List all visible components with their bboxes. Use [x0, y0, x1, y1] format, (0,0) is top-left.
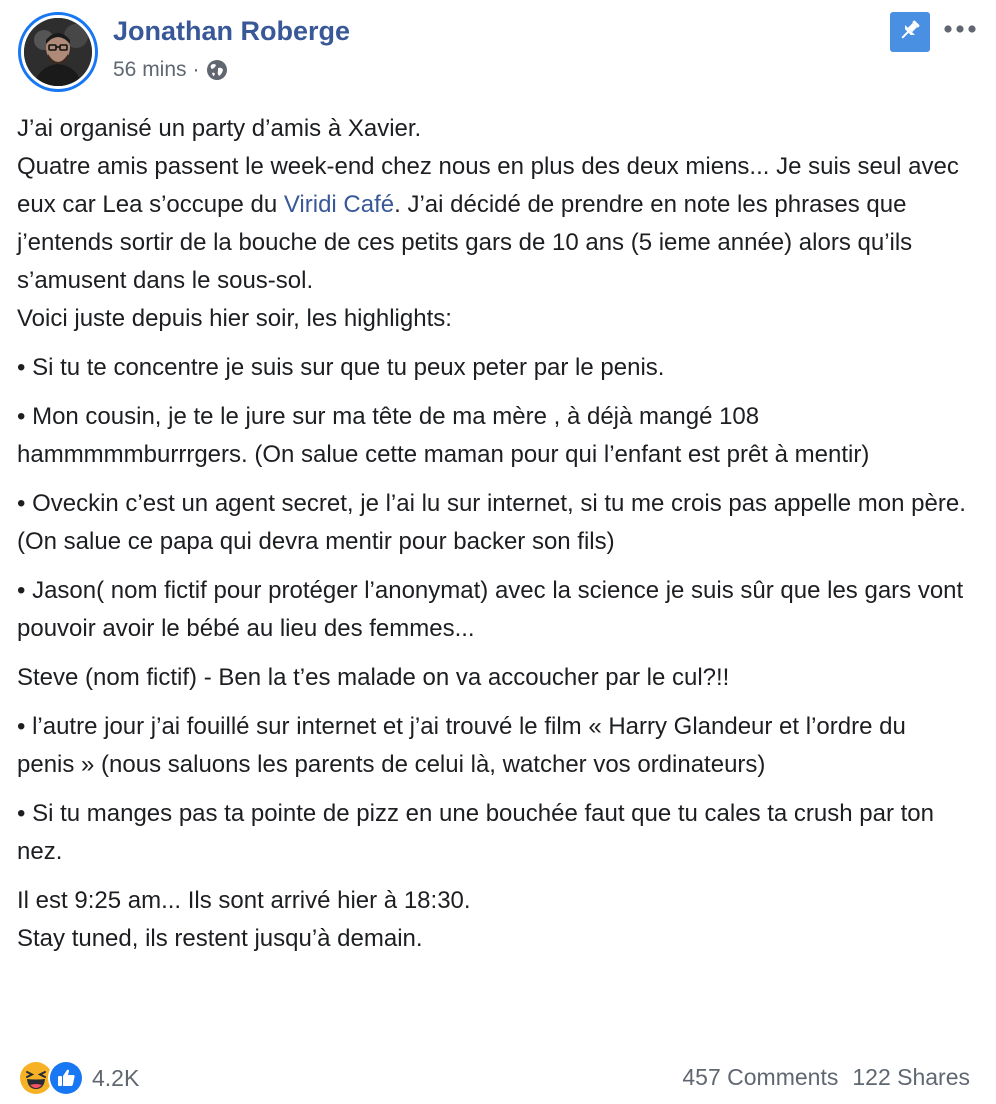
post-bullet: • Mon cousin, je te le jure sur ma tête de ma mère , à déjà mangé 108 hammmmmburrrgers. (On salue cette maman pour qui l’enfant est prêt à mentir) [17, 403, 870, 468]
comments-count-link[interactable]: 457 Comments [682, 1064, 839, 1090]
post-bullet: Steve (nom fictif) - Ben la t’es malade on va accoucher par le cul?!! [17, 664, 730, 691]
post-bullet: • Si tu te concentre je suis sur que tu peux peter par le penis. [17, 354, 665, 381]
more-dots-icon [943, 21, 977, 39]
author-avatar[interactable] [18, 12, 98, 92]
post-meta [113, 58, 228, 82]
post-line: Voici juste depuis hier soir, les highlights: [17, 305, 452, 332]
post-line: . J’ai décidé de prendre en note les phrases que j’entends sortir de la bouche de ces petits gars de 10 ans (5 ieme année) alors qu’ils s’amusent dans le sous-sol. [17, 191, 913, 294]
post-line: J’ai organisé un party d’amis à Xavier. [17, 115, 422, 142]
avatar-photo [24, 18, 92, 86]
post-line: Quatre amis passent le week-end chez nous en plus des deux miens... Je suis seul avec eux car Lea s’occupe du [17, 153, 959, 218]
more-options-button[interactable] [942, 18, 978, 42]
post-paragraph [17, 882, 967, 958]
like-icon [48, 1060, 84, 1096]
post-bullet: • l’autre jour j’ai fouillé sur internet et j’ai trouvé le film « Harry Glandeur et l’ordre du penis » (nous saluons les parents de celui là, watcher vos ordinateurs) [17, 713, 906, 778]
pin-icon [897, 17, 923, 48]
post-bullet: • Oveckin c’est un agent secret, je l’ai lu sur internet, si tu me crois pas appelle mon père. (On salue ce papa qui devra mentir pour backer son fils) [17, 490, 966, 555]
reaction-count: 4.2K [92, 1064, 140, 1091]
post-line: Stay tuned, ils restent jusqu’à demain. [17, 925, 423, 952]
shares-count-link[interactable]: 122 Shares [852, 1064, 970, 1090]
reactions-summary[interactable] [18, 1060, 139, 1096]
post-body [17, 110, 967, 958]
post-line: Il est 9:25 am... Ils sont arrivé hier à 18:30. [17, 887, 471, 914]
author-name-link[interactable]: Jonathan Roberge [113, 16, 351, 46]
post-timestamp[interactable]: 56 mins [113, 58, 187, 81]
viridi-cafe-link[interactable]: Viridi Café [283, 191, 395, 218]
engagement-counts [682, 1064, 970, 1091]
meta-separator: · [192, 58, 200, 81]
pin-button[interactable] [890, 12, 930, 52]
post-paragraph [17, 110, 967, 338]
post-bullet: • Jason( nom fictif pour protéger l’anonymat) avec la science je suis sûr que les gars vont pouvoir avoir le bébé au lieu des femmes... [17, 577, 964, 642]
post-bullet: • Si tu manges pas ta pointe de pizz en une bouchée faut que tu cales ta crush par ton nez. [17, 800, 935, 865]
globe-icon[interactable] [206, 59, 228, 81]
